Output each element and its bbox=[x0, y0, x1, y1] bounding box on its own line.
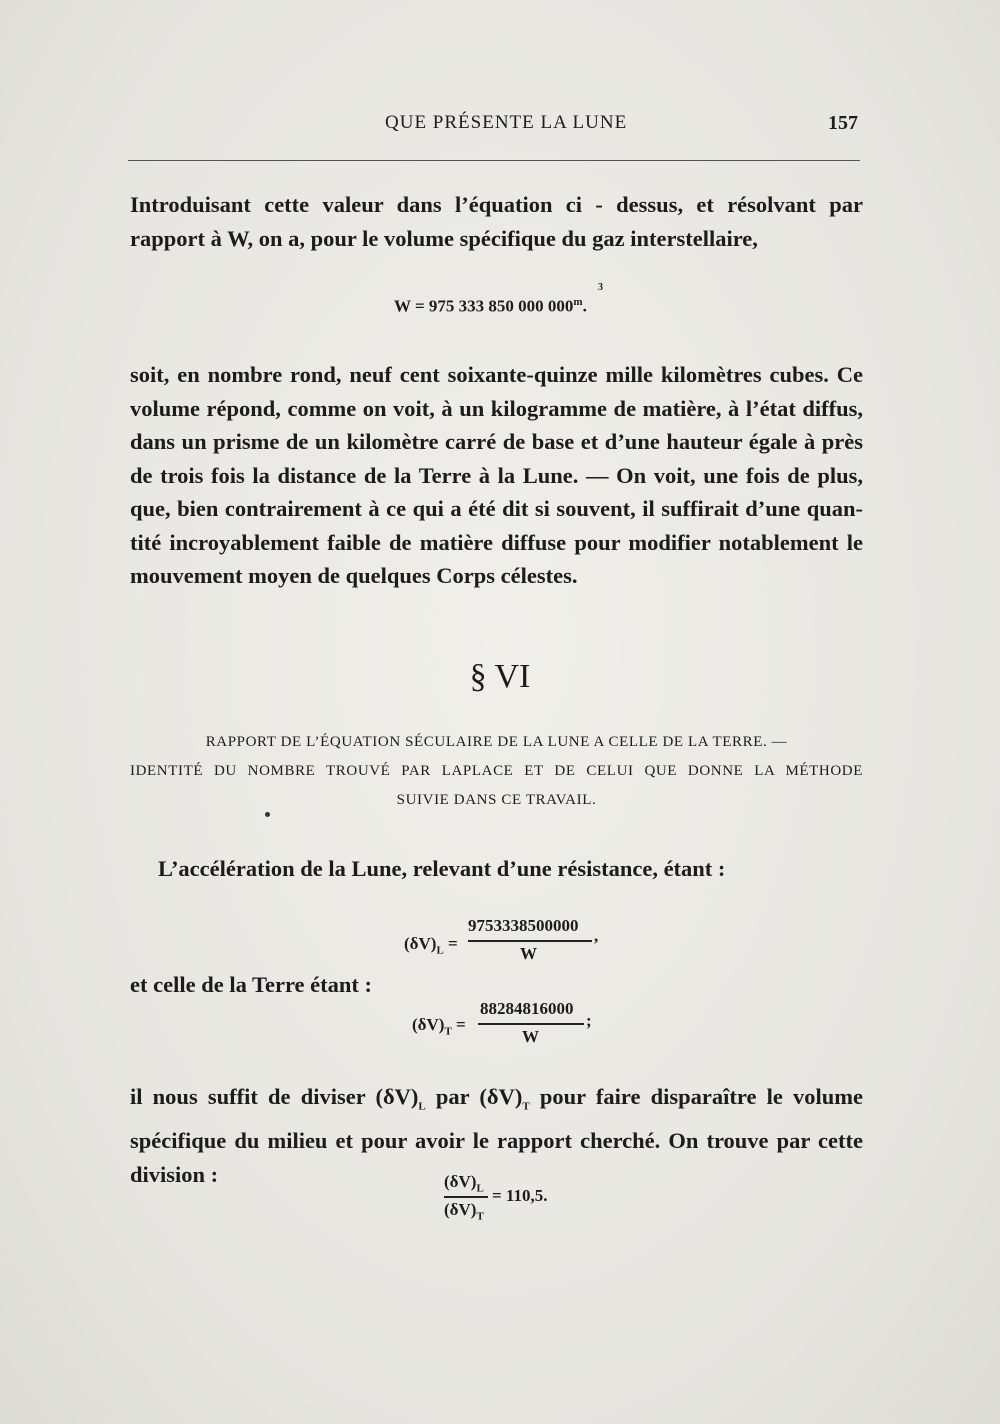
equation-end: ; bbox=[586, 1011, 592, 1030]
lhs-subscript: T bbox=[444, 1025, 452, 1038]
text-run: par (δV) bbox=[425, 1084, 523, 1109]
equation-volume bbox=[394, 282, 603, 317]
paragraph-line: et celle de la Terre étant : bbox=[130, 972, 372, 997]
section-subtitle bbox=[130, 728, 863, 815]
fraction-numerator bbox=[444, 1172, 484, 1194]
paragraph-acceleration bbox=[158, 852, 863, 886]
paragraph-division bbox=[130, 1080, 863, 1191]
fraction-bar bbox=[444, 1196, 488, 1198]
equation-end: . bbox=[582, 296, 587, 316]
section-heading: § VI bbox=[469, 658, 531, 695]
fraction-denominator: W bbox=[520, 944, 537, 963]
paragraph-line: soit, en nombre rond, neuf cent soixante-quinze mille kilomètres cubes. Ce bbox=[130, 362, 863, 387]
equation-terre-lhs: $(\delta V)_T$ = bbox=[412, 1015, 466, 1038]
page-number: 157 bbox=[828, 112, 858, 134]
ink-speck bbox=[265, 812, 270, 817]
fraction-numerator: 9753338500000 bbox=[468, 916, 579, 935]
equation-end: , bbox=[594, 926, 599, 945]
text-run: il nous suffit de diviser (δV) bbox=[130, 1084, 419, 1109]
denominator-symbol: (δV) bbox=[444, 1200, 477, 1219]
paragraph-volume bbox=[130, 358, 863, 593]
paragraph-line: division : bbox=[130, 1161, 219, 1187]
subtitle-line: SUIVIE DANS CE TRAVAIL. bbox=[396, 792, 597, 808]
fraction-bar bbox=[468, 940, 592, 942]
fraction-numerator: 88284816000 bbox=[480, 999, 574, 1018]
numerator-subscript: L bbox=[476, 1182, 484, 1195]
fraction-denominator: W bbox=[522, 1027, 539, 1046]
paragraph-line bbox=[130, 1080, 863, 1124]
ratio-result: = 110,5. bbox=[492, 1186, 548, 1205]
paragraph-line: dans un prisme de un kilomètre carré de base et d’une hauteur égale à près bbox=[130, 429, 863, 454]
paragraph-line: spécifique du milieu et pour avoir le rapport cherché. On trouve par cette bbox=[130, 1128, 863, 1153]
subtitle-line: RAPPORT DE L’ÉQUATION SÉCULAIRE DE LA LUNE A CELLE DE LA TERRE. — bbox=[205, 734, 788, 750]
numerator-symbol: (δV) bbox=[444, 1172, 477, 1191]
paragraph-line: de trois fois la distance de la Terre à la Lune. — On voit, une fois de plus, bbox=[130, 462, 863, 488]
fraction-bar bbox=[478, 1023, 584, 1025]
fraction-denominator bbox=[444, 1200, 484, 1222]
paragraph-line: volume répond, comme on voit, à un kilogramme de matière, à l’état diffus, bbox=[130, 395, 863, 421]
denominator-subscript: T bbox=[476, 1210, 484, 1223]
subtitle-line: IDENTITÉ DU NOMBRE TROUVÉ PAR LAPLACE ET DE CELUI QUE DONNE LA MÉTHODE bbox=[130, 763, 863, 779]
equation-lune-lhs: $(\delta V)_L$ = bbox=[404, 934, 458, 957]
text-subscript: T bbox=[522, 1100, 530, 1113]
paragraph-terre bbox=[130, 968, 863, 1002]
paragraph-line: L’accélération de la Lune, relevant d’une résistance, étant : bbox=[158, 856, 726, 881]
paragraph-line: Introduisant cette valeur dans l’équation ci - dessus, et résolvant par bbox=[130, 192, 863, 217]
running-head: QUE PRÉSENTE LA LUNE bbox=[385, 112, 628, 133]
paragraph-line: mouvement moyen de quelques Corps célestes. bbox=[130, 563, 578, 588]
equation-unit: m bbox=[573, 296, 583, 308]
lhs-symbol: (δV) bbox=[404, 934, 437, 953]
paragraph-line: rapport à W, on a, pour le volume spécifique du gaz interstellaire, bbox=[130, 225, 758, 251]
text-run: pour faire disparaître le volume bbox=[529, 1084, 863, 1109]
lhs-symbol: (δV) bbox=[412, 1015, 445, 1034]
paragraph-line: tité incroyablement faible de matière diffuse pour modifier notablement le bbox=[130, 529, 863, 555]
paragraph-intro bbox=[130, 188, 863, 255]
header-rule bbox=[128, 160, 860, 161]
equation-text: W = 975 333 850 000 000 bbox=[394, 296, 574, 316]
paragraph-line: que, bien contrairement à ce qui a été dit si souvent, il suffirait d’une quan- bbox=[130, 496, 863, 521]
lhs-subscript: L bbox=[436, 944, 444, 957]
text-subscript: L bbox=[418, 1100, 426, 1113]
equation-exponent: 3 bbox=[598, 282, 603, 293]
